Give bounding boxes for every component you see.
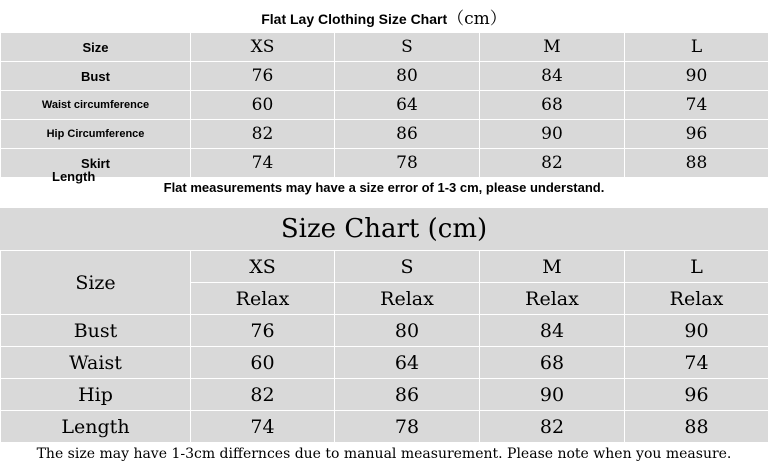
top-hip-s: 86	[335, 120, 480, 149]
table-row	[1, 62, 768, 91]
bottom-header-xs: XS	[191, 251, 335, 283]
bottom-bust-s: 80	[335, 315, 480, 347]
bottom-header-size: Size	[1, 251, 191, 315]
top-header-l: L	[625, 33, 768, 62]
bottom-waist-xs: 60	[191, 347, 335, 379]
top-bust-l: 90	[625, 62, 768, 91]
bottom-header-m: M	[480, 251, 625, 283]
top-size-table	[0, 32, 768, 178]
top-bust-xs: 76	[191, 62, 335, 91]
top-hip-m: 90	[480, 120, 625, 149]
top-row-label-waist: Waist circumference	[1, 91, 191, 120]
top-bust-s: 80	[335, 62, 480, 91]
bottom-hip-xs: 82	[191, 379, 335, 411]
top-header-s: S	[335, 33, 480, 62]
bottom-chart-note: The size may have 1-3cm differnces due to manual measurement. Please note when you measure.	[0, 443, 768, 464]
table-row	[1, 379, 768, 411]
top-header-m: M	[480, 33, 625, 62]
bottom-waist-m: 68	[480, 347, 625, 379]
top-waist-m: 68	[480, 91, 625, 120]
bottom-row-label-hip: Hip	[1, 379, 191, 411]
top-chart-title	[0, 0, 768, 32]
bottom-hip-s: 86	[335, 379, 480, 411]
top-waist-l: 74	[625, 91, 768, 120]
table-row	[1, 411, 768, 443]
top-row-label-skirt: Skirt	[1, 149, 191, 178]
top-chart-title-unit: （cm）	[447, 9, 507, 29]
table-row	[1, 251, 768, 283]
top-header-size: Size	[1, 33, 191, 62]
top-chart-note-area	[0, 178, 768, 198]
table-row	[1, 315, 768, 347]
table-row	[1, 91, 768, 120]
bottom-waist-s: 64	[335, 347, 480, 379]
top-waist-s: 64	[335, 91, 480, 120]
bottom-header-s: S	[335, 251, 480, 283]
top-row-label-skirt-length: Length	[52, 169, 95, 184]
top-row-label-bust: Bust	[1, 62, 191, 91]
top-length-xs: 74	[191, 149, 335, 178]
section-divider	[0, 198, 768, 208]
top-length-m: 82	[480, 149, 625, 178]
bottom-bust-xs: 76	[191, 315, 335, 347]
top-hip-xs: 82	[191, 120, 335, 149]
top-chart-note: Flat measurements may have a size error of 1-3 cm, please understand.	[164, 180, 605, 195]
bottom-bust-m: 84	[480, 315, 625, 347]
bottom-header-l: L	[625, 251, 768, 283]
bottom-length-m: 82	[480, 411, 625, 443]
bottom-hip-m: 90	[480, 379, 625, 411]
top-bust-m: 84	[480, 62, 625, 91]
bottom-row-label-bust: Bust	[1, 315, 191, 347]
top-header-xs: XS	[191, 33, 335, 62]
top-length-s: 78	[335, 149, 480, 178]
bottom-hip-l: 96	[625, 379, 768, 411]
bottom-length-l: 88	[625, 411, 768, 443]
bottom-subheader-s: Relax	[335, 283, 480, 315]
top-chart-title-main: Flat Lay Clothing Size Chart	[261, 11, 447, 27]
bottom-subheader-xs: Relax	[191, 283, 335, 315]
table-row	[1, 347, 768, 379]
bottom-subheader-m: Relax	[480, 283, 625, 315]
bottom-subheader-l: Relax	[625, 283, 768, 315]
table-row	[1, 149, 768, 178]
top-hip-l: 96	[625, 120, 768, 149]
bottom-row-label-length: Length	[1, 411, 191, 443]
bottom-chart-title: Size Chart (cm)	[0, 208, 768, 250]
bottom-bust-l: 90	[625, 315, 768, 347]
bottom-length-xs: 74	[191, 411, 335, 443]
top-row-label-hip: Hip Circumference	[1, 120, 191, 149]
bottom-row-label-waist: Waist	[1, 347, 191, 379]
bottom-length-s: 78	[335, 411, 480, 443]
bottom-waist-l: 74	[625, 347, 768, 379]
table-row	[1, 33, 768, 62]
table-row	[1, 120, 768, 149]
bottom-size-table	[0, 250, 768, 443]
top-waist-xs: 60	[191, 91, 335, 120]
top-length-l: 88	[625, 149, 768, 178]
